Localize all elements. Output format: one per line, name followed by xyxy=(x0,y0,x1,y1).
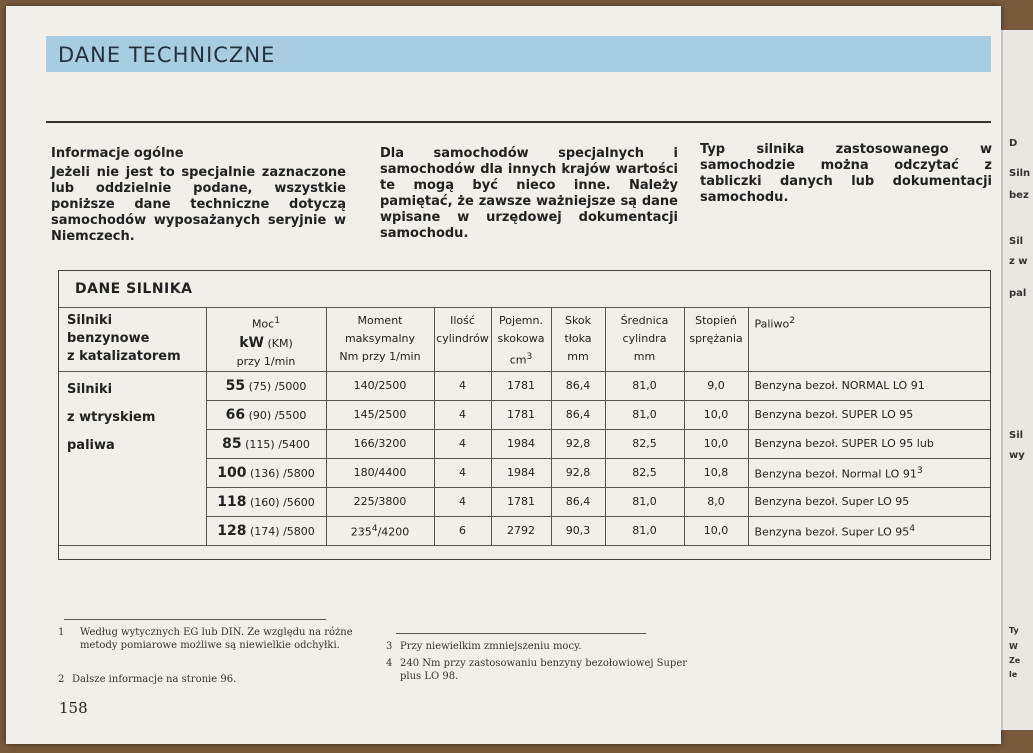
footnote-3: 3 Przy niewielkim zmniejszeniu mocy. xyxy=(386,641,582,652)
fuel-cell: Benzyna bezoł. SUPER LO 95 lub xyxy=(748,429,990,458)
header-stroke: Skok tłoka mm xyxy=(551,308,605,372)
footnote-rule-left xyxy=(64,619,326,620)
displacement-cell: 1781 xyxy=(491,400,551,429)
compression-cell: 10,0 xyxy=(684,429,748,458)
table-header-row xyxy=(59,308,990,372)
bore-cell: 81,0 xyxy=(605,371,684,400)
torque-cell: 140/2500 xyxy=(326,371,434,400)
power-cell: 100 (136) /5800 xyxy=(206,458,326,487)
engine-data-title: DANE SILNIKA xyxy=(75,281,193,297)
stroke-cell: 86,4 xyxy=(551,371,605,400)
compression-cell: 10,8 xyxy=(684,458,748,487)
stroke-cell: 92,8 xyxy=(551,458,605,487)
table-row xyxy=(59,371,990,400)
manual-page xyxy=(6,6,1001,744)
displacement-cell: 2792 xyxy=(491,516,551,545)
engine-type-text: Typ silnika zastosowanego w samochodzie można odczytać z tabliczki danych lub dokumentacji samochodu. xyxy=(700,142,992,205)
fuel-cell: Benzyna bezoł. NORMAL LO 91 xyxy=(748,371,990,400)
cylinders-cell: 4 xyxy=(434,487,491,516)
special-vehicles-column xyxy=(380,146,678,242)
fuel-cell: Benzyna bezoł. Super LO 95 xyxy=(748,487,990,516)
compression-cell: 10,0 xyxy=(684,400,748,429)
header-torque: Moment maksymalny Nm przy 1/min xyxy=(326,308,434,372)
engine-data-table xyxy=(59,307,990,546)
page-title: DANE TECHNICZNE xyxy=(58,43,276,67)
adjacent-page-edge: D Siln bez Sil z w pal Sil wy Ty W Ze le xyxy=(1001,30,1033,730)
torque-cell: $235^4/4200$ xyxy=(326,516,434,545)
cylinders-cell: 4 xyxy=(434,429,491,458)
torque-cell: 225/3800 xyxy=(326,487,434,516)
compression-cell: 9,0 xyxy=(684,371,748,400)
footnote-2: 2 Dalsze informacje na stronie 96. xyxy=(58,674,237,685)
fuel-cell: Benzyna bezoł. SUPER LO 95 xyxy=(748,400,990,429)
header-engine-type: Silniki benzynowe z katalizatorem xyxy=(59,308,206,372)
compression-cell: 10,0 xyxy=(684,516,748,545)
divider-rule xyxy=(46,121,991,123)
bore-cell: 81,0 xyxy=(605,487,684,516)
engine-type-column xyxy=(700,142,992,206)
fuel-cell: Benzyna bezoł. Super LO $95^4$ xyxy=(748,516,990,545)
footnote-1: 1 Według wytycznych EG lub DIN. Ze względu na różne metody pomiarowe możliwe są niewielkie odchyłki. xyxy=(58,627,353,651)
displacement-cell: 1781 xyxy=(491,371,551,400)
row-label-injection: Silniki z wtryskiem paliwa xyxy=(59,371,206,545)
displacement-cell: 1984 xyxy=(491,458,551,487)
header-bore: Średnica cylindra mm xyxy=(605,308,684,372)
header-power: Moc$^1$ kW (KM) przy 1/min xyxy=(206,308,326,372)
bore-cell: 82,5 xyxy=(605,458,684,487)
footnote-4: 4 240 Nm przy zastosowaniu benzyny bezołowiowej Super plus LO 98. xyxy=(386,658,688,682)
cylinders-cell: 4 xyxy=(434,371,491,400)
power-cell: 85 (115) /5400 xyxy=(206,429,326,458)
header-compression: Stopień sprężania xyxy=(684,308,748,372)
torque-cell: 180/4400 xyxy=(326,458,434,487)
displacement-cell: 1984 xyxy=(491,429,551,458)
stroke-cell: 86,4 xyxy=(551,400,605,429)
fuel-cell: Benzyna bezoł. Normal LO $91^3$ xyxy=(748,458,990,487)
bore-cell: 81,0 xyxy=(605,400,684,429)
stroke-cell: 90,3 xyxy=(551,516,605,545)
general-info-text: Jeżeli nie jest to specjalnie zaznaczone lub oddzielnie podane, wszystkie poniższe dane techniczne dotyczą samochodów wyposażanych seryjnie w Niemczech. xyxy=(51,165,346,244)
stroke-cell: 92,8 xyxy=(551,429,605,458)
bore-cell: 81,0 xyxy=(605,516,684,545)
power-cell: 118 (160) /5600 xyxy=(206,487,326,516)
compression-cell: 8,0 xyxy=(684,487,748,516)
header-displacement: Pojemn. skokowa $cm^3$ xyxy=(491,308,551,372)
cylinders-cell: 4 xyxy=(434,400,491,429)
displacement-cell: 1781 xyxy=(491,487,551,516)
header-fuel: Paliwo$^2$ xyxy=(748,308,990,372)
power-cell: 55 (75) /5000 xyxy=(206,371,326,400)
torque-cell: 166/3200 xyxy=(326,429,434,458)
special-vehicles-text: Dla samochodów specjalnych i samochodów dla innych krajów wartości te mogą być nieco inne. Należy pamiętać, że zawsze ważniejsze są dane wpisane w urzędowej dokumentacji samochodu. xyxy=(380,146,678,241)
section-title-bar xyxy=(46,36,991,72)
engine-data-box xyxy=(58,270,991,560)
torque-cell: 145/2500 xyxy=(326,400,434,429)
cylinders-cell: 6 xyxy=(434,516,491,545)
page-number: 158 xyxy=(59,699,88,717)
bore-cell: 82,5 xyxy=(605,429,684,458)
stroke-cell: 86,4 xyxy=(551,487,605,516)
power-cell: 66 (90) /5500 xyxy=(206,400,326,429)
footnote-rule-right xyxy=(396,633,646,634)
power-cell: 128 (174) /5800 xyxy=(206,516,326,545)
general-info-heading: Informacje ogólne xyxy=(51,146,184,161)
general-info-column xyxy=(51,146,346,245)
cylinders-cell: 4 xyxy=(434,458,491,487)
header-cylinders: Ilość cylindrów xyxy=(434,308,491,372)
